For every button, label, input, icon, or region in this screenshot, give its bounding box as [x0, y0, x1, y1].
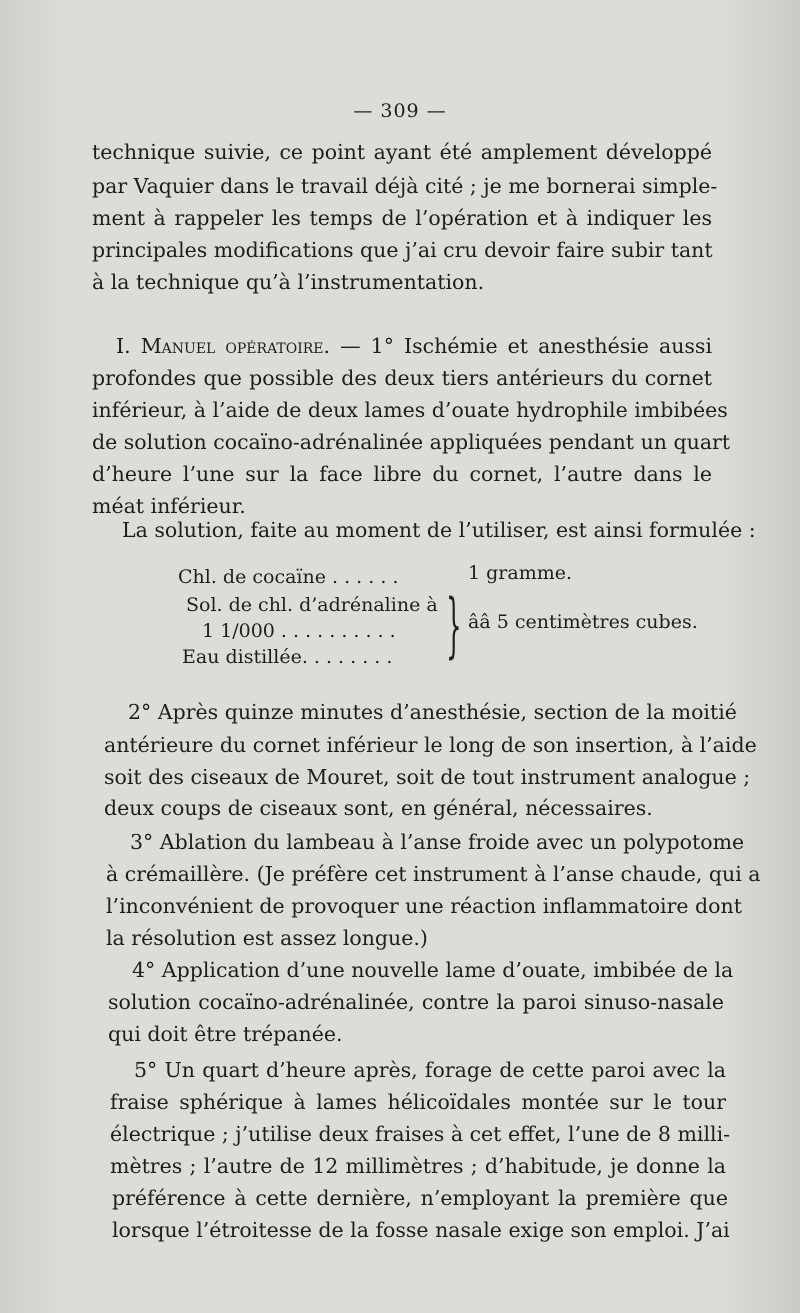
text-line: préférence à cette dernière, n’employant la première que: [112, 1186, 728, 1210]
section-heading: I. Manuel opératoire. — 1° Ischémie et anesthésie aussi: [116, 334, 713, 358]
formula-dose: 1 gramme.: [468, 562, 573, 584]
text-line: d’heure l’une sur la face libre du cornet, l’autre dans le: [92, 462, 712, 486]
text-line: 5° Un quart d’heure après, forage de cette paroi avec la: [134, 1058, 726, 1082]
text-line: antérieure du cornet inférieur le long de son insertion, à l’aide: [104, 733, 757, 757]
formula-row: Chl. de cocaïne . . . . . .: [178, 566, 399, 588]
text-line: électrique ; j’utilise deux fraises à cet effet, l’une de 8 milli-: [110, 1122, 731, 1146]
page-number: — 309 —: [353, 100, 447, 122]
text-line: la résolution est assez longue.): [106, 926, 428, 950]
text-line: à la technique qu’à l’instrumentation.: [92, 270, 485, 294]
text-line: 4° Application d’une nouvelle lame d’ouate, imbibée de la: [132, 958, 734, 982]
text-line: solution cocaïno-adrénalinée, contre la paroi sinuso-nasale: [108, 990, 724, 1014]
text-line: deux coups de ciseaux sont, en général, nécessaires.: [104, 796, 653, 820]
section-title: Manuel opératoire.: [140, 334, 331, 358]
text-line: soit des ciseaux de Mouret, soit de tout instrument analogue ;: [104, 765, 751, 789]
text-line: inférieur, à l’aide de deux lames d’ouate hydrophile imbibées: [92, 398, 728, 422]
text-line: par Vaquier dans le travail déjà cité ; je me bornerai simple-: [92, 174, 718, 198]
text-line: de solution cocaïno-adrénalinée appliquées pendant un quart: [92, 430, 731, 454]
brace-glyph: }: [446, 584, 462, 666]
text-line: 3° Ablation du lambeau à l’anse froide avec un polypotome: [130, 830, 745, 854]
text-line: profondes que possible des deux tiers antérieurs du cornet: [92, 366, 712, 390]
formula-row: Eau distillée. . . . . . . .: [182, 646, 393, 668]
text-line: 2° Après quinze minutes d’anesthésie, section de la moitié: [128, 700, 737, 724]
text-line: mètres ; l’autre de 12 millimètres ; d’habitude, je donne la: [110, 1154, 726, 1178]
text-line: l’inconvénient de provoquer une réaction inflammatoire dont: [106, 894, 742, 918]
text-line: technique suivie, ce point ayant été amplement développé: [92, 140, 712, 164]
text-line: fraise sphérique à lames hélicoïdales montée sur le tour: [110, 1090, 726, 1114]
text-line: ment à rappeler les temps de l’opération et à indiquer les: [92, 206, 712, 230]
text-line: méat inférieur.: [92, 494, 246, 518]
formula-row: 1 1/000 . . . . . . . . . .: [202, 620, 396, 642]
text-line: à crémaillère. (Je préfère cet instrument à l’anse chaude, qui a: [106, 862, 761, 886]
formula-dose: ââ 5 centimètres cubes.: [468, 611, 698, 633]
text-line: lorsque l’étroitesse de la fosse nasale exige son emploi. J’ai: [112, 1218, 730, 1242]
text-line: principales modifications que j’ai cru devoir faire subir tant: [92, 238, 713, 262]
text-line: La solution, faite au moment de l’utiliser, est ainsi formulée :: [122, 518, 756, 542]
formula-row: Sol. de chl. d’adrénaline à: [186, 594, 438, 616]
text-line: qui doit être trépanée.: [108, 1022, 343, 1046]
